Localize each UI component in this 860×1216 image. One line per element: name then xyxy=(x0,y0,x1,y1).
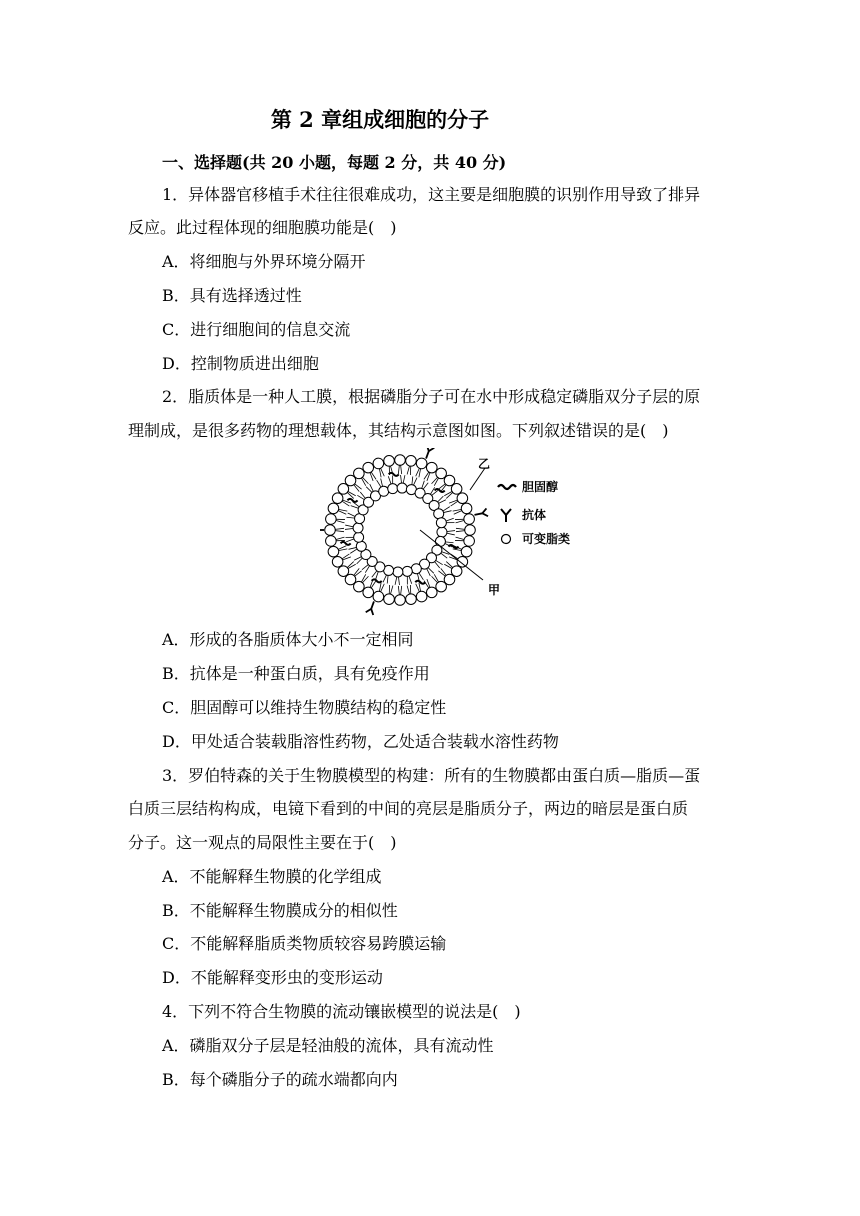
q1-stem-line-2: 反应。此过程体现的细胞膜功能是( ) xyxy=(128,218,397,237)
legend-cholesterol: 胆固醇 xyxy=(522,480,559,494)
q2-option-d: D．甲处适合装载脂溶性药物，乙处适合装载水溶性药物 xyxy=(162,732,559,751)
q3-stem-line-3: 分子。这一观点的局限性主要在于( ) xyxy=(128,833,397,852)
label-jia: 甲 xyxy=(488,583,501,597)
q1-option-c: C．进行细胞间的信息交流 xyxy=(162,320,351,339)
variable-lipid-legend-icon xyxy=(502,535,511,544)
section-heading: 一、选择题(共 20 小题，每题 2 分，共 40 分) xyxy=(162,153,507,172)
label-yi: 乙 xyxy=(478,457,491,471)
legend-antibody: 抗体 xyxy=(522,508,547,522)
q3-option-a: A．不能解释生物膜的化学组成 xyxy=(162,867,382,886)
q3-option-b: B．不能解释生物膜成分的相似性 xyxy=(162,901,398,920)
cholesterol-legend-icon xyxy=(498,485,516,489)
legend-variable-lipid: 可变脂类 xyxy=(522,532,571,546)
antibody-legend-icon xyxy=(501,509,511,522)
q4-stem-line-1: 4．下列不符合生物膜的流动镶嵌模型的说法是( ) xyxy=(162,1002,521,1021)
q3-stem-line-1: 3．罗伯特森的关于生物膜模型的构建：所有的生物膜都由蛋白质—脂质—蛋 xyxy=(162,766,701,785)
q2-stem-line-1: 2．脂质体是一种人工膜，根据磷脂分子可在水中形成稳定磷脂双分子层的原 xyxy=(162,387,701,406)
page-title: 第 2 章组成细胞的分子 xyxy=(270,107,490,132)
q2-option-b: B．抗体是一种蛋白质，具有免疫作用 xyxy=(162,664,430,683)
q3-option-c: C．不能解释脂质类物质较容易跨膜运输 xyxy=(162,934,447,953)
q1-option-d: D．控制物质进出细胞 xyxy=(162,354,319,373)
q4-option-a: A．磷脂双分子层是轻油般的流体，具有流动性 xyxy=(162,1036,494,1055)
q2-option-c: C．胆固醇可以维持生物膜结构的稳定性 xyxy=(162,698,447,717)
q3-stem-line-2: 白质三层结构构成，电镜下看到的中间的亮层是脂质分子，两边的暗层是蛋白质 xyxy=(128,799,689,818)
q2-option-a: A．形成的各脂质体大小不一定相同 xyxy=(162,630,414,649)
q2-stem-line-2: 理制成，是很多药物的理想载体，其结构示意图如图。下列叙述错误的是( ) xyxy=(128,421,669,440)
q4-option-b: B．每个磷脂分子的疏水端都向内 xyxy=(162,1070,398,1089)
q3-option-d: D．不能解释变形虫的变形运动 xyxy=(162,968,383,987)
liposome-diagram xyxy=(320,448,580,618)
q1-option-b: B．具有选择透过性 xyxy=(162,286,302,305)
q1-stem-line-1: 1．异体器官移植手术往往很难成功，这主要是细胞膜的识别作用导致了排异 xyxy=(162,185,701,204)
q1-option-a: A．将细胞与外界环境分隔开 xyxy=(162,252,366,271)
